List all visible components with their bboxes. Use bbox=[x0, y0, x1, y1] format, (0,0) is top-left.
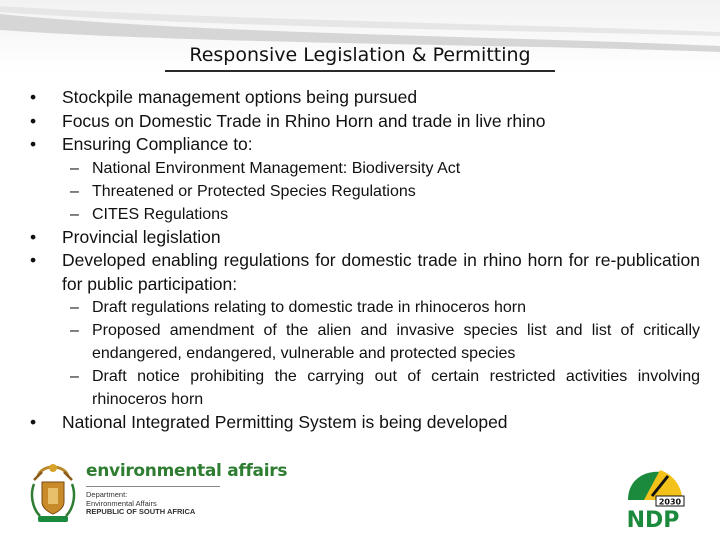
bullet-item bbox=[30, 411, 700, 435]
sub-bullet-item bbox=[30, 365, 700, 411]
bullet-list bbox=[30, 86, 700, 435]
department-label bbox=[86, 491, 195, 517]
sub-bullet-text: Proposed amendment of the alien and invasive species list and list of critically endangered, endangered, vulnerable and protected species bbox=[92, 322, 700, 362]
bullet-marker: • bbox=[30, 226, 37, 247]
department-line: REPUBLIC OF SOUTH AFRICA bbox=[86, 507, 196, 516]
bullet-marker: • bbox=[30, 87, 37, 107]
sub-bullet-item bbox=[30, 296, 700, 319]
bullet-text: Provincial legislation bbox=[62, 226, 221, 247]
bullet-text: Developed enabling regulations for domestic trade in rhino horn for re-publication for public participation: bbox=[62, 250, 700, 294]
ndp-2030-logo bbox=[622, 466, 688, 530]
sub-bullet-item bbox=[30, 180, 700, 203]
slide-title: Responsive Legislation & Permitting bbox=[189, 44, 531, 66]
ndp-text: NDP bbox=[626, 508, 680, 530]
sub-bullet-text: CITES Regulations bbox=[92, 205, 229, 223]
sub-bullet-text: Draft regulations relating to domestic trade in rhinoceros horn bbox=[92, 299, 526, 316]
sub-bullet-text: National Environment Management: Biodiversity Act bbox=[92, 159, 461, 177]
bullet-item bbox=[30, 86, 700, 110]
dash-marker: – bbox=[70, 322, 79, 339]
sub-bullet-item bbox=[30, 157, 700, 180]
environmental-affairs-logo-text: environmental affairs bbox=[86, 461, 288, 481]
bullet-marker: • bbox=[30, 134, 37, 154]
dash-marker: – bbox=[70, 205, 79, 223]
bullet-text: National Integrated Permitting System is being developed bbox=[62, 412, 508, 432]
bullet-text: Focus on Domestic Trade in Rhino Horn and trade in live rhino bbox=[62, 110, 546, 131]
bullet-text: Stockpile management options being pursued bbox=[62, 87, 418, 107]
title-underline bbox=[165, 70, 555, 72]
coat-of-arms-logo bbox=[28, 458, 78, 528]
sub-bullet-item bbox=[30, 319, 700, 365]
dash-marker: – bbox=[70, 159, 79, 177]
bullet-marker: • bbox=[30, 412, 37, 432]
dash-marker: – bbox=[70, 368, 79, 385]
bullet-item bbox=[30, 226, 700, 250]
sub-bullet-item bbox=[30, 203, 700, 226]
sub-bullet-text: Draft notice prohibiting the carrying out of certain restricted activities involving rhinoceros horn bbox=[92, 368, 700, 408]
dash-marker: – bbox=[70, 182, 79, 200]
dash-marker: – bbox=[70, 299, 79, 316]
logo-divider bbox=[86, 486, 220, 487]
department-line: Environmental Affairs bbox=[86, 498, 157, 508]
bullet-text: Ensuring Compliance to: bbox=[62, 134, 253, 154]
bullet-item bbox=[30, 133, 700, 157]
bullet-marker: • bbox=[30, 250, 37, 270]
department-line: Department: bbox=[86, 490, 128, 499]
bullet-marker: • bbox=[30, 110, 37, 131]
bullet-item bbox=[30, 110, 700, 134]
bullet-item bbox=[30, 249, 700, 296]
sub-bullet-text: Threatened or Protected Species Regulations bbox=[92, 182, 416, 200]
ndp-year: 2030 bbox=[658, 497, 682, 507]
